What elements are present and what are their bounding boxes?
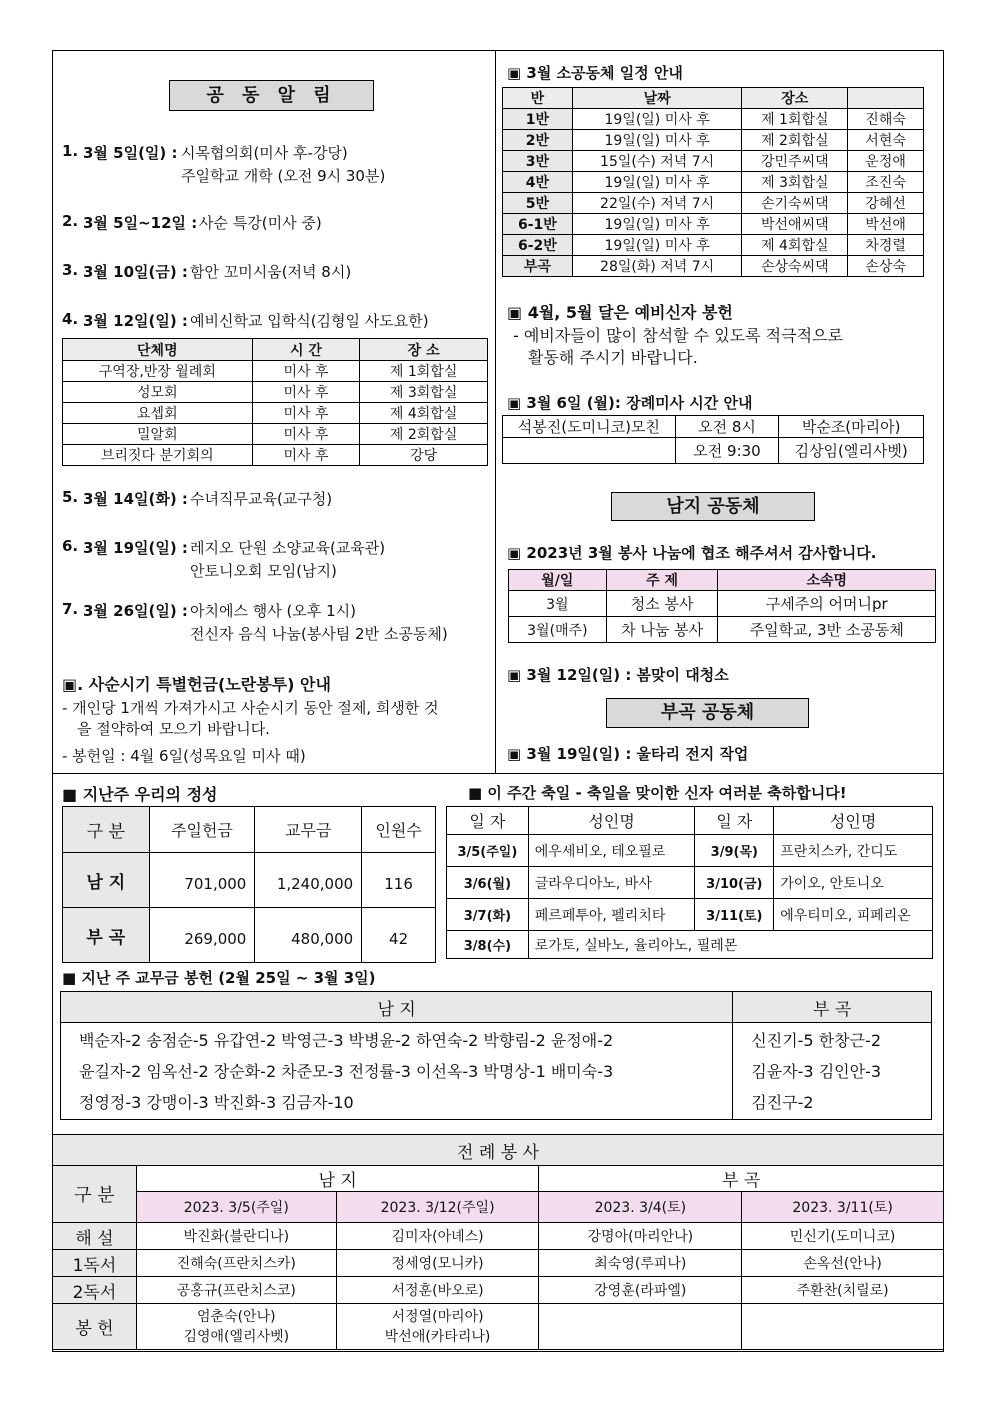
cell: 페르페투아, 펠리치타	[528, 899, 695, 931]
cell: 1반	[503, 109, 573, 130]
item-1-num: 1.	[62, 142, 79, 160]
cell: 제 4회합실	[742, 235, 848, 256]
item-2-line1: 사순 특강(미사 중)	[199, 214, 322, 232]
table-row	[503, 214, 924, 235]
item-6-line2: 안토니오회 모임(남지)	[190, 562, 337, 580]
table-row	[509, 617, 936, 643]
schedule-title: ▣ 3월 소공동체 일정 안내	[507, 64, 683, 82]
thanks-header-topic: 주 제	[606, 570, 718, 591]
notice-title: 공 동 알 림	[169, 80, 374, 111]
cell: 손옥선(안나)	[742, 1250, 944, 1277]
row-label: 1독서	[53, 1250, 137, 1277]
thanks-table	[508, 569, 936, 643]
cell: 5반	[503, 193, 573, 214]
dues-table	[60, 991, 932, 1120]
liturgy-date: 2023. 3/5(주일)	[136, 1192, 336, 1223]
item-5-line1: 수녀직무교육(교구청)	[190, 490, 333, 508]
dues-header-bugok: 부 곡	[733, 992, 932, 1023]
cell: 구역장,반장 월례회	[63, 361, 253, 382]
cell: 청소 봉사	[606, 591, 718, 617]
cell: 남 지	[63, 853, 150, 908]
cell: 22일(수) 저녁 7시	[572, 193, 742, 214]
lent-line3: - 봉헌일 : 4월 6일(성목요일 미사 때)	[62, 747, 306, 765]
cell: 15일(수) 저녁 7시	[572, 151, 742, 172]
offering-header-count: 인원수	[362, 807, 436, 853]
cell: 부곡	[503, 256, 573, 277]
cell	[742, 1304, 944, 1350]
item-4-num: 4.	[62, 310, 79, 328]
cell: 제 1회합실	[742, 109, 848, 130]
cell: 116	[362, 853, 436, 908]
section-divider	[52, 773, 944, 774]
cell: 제 1회합실	[360, 361, 488, 382]
table-row	[447, 899, 933, 931]
feast-header-date2: 일 자	[695, 807, 774, 835]
cell: 에우티미오, 피페리온	[774, 899, 933, 931]
item-3-num: 3.	[62, 261, 79, 279]
table-row	[503, 109, 924, 130]
cell: 제 2회합실	[742, 130, 848, 151]
dues-bugok-line: 신진기-5 한창근-2	[751, 1030, 882, 1050]
cell: 서현숙	[848, 130, 924, 151]
liturgy-date: 2023. 3/12(주일)	[336, 1192, 539, 1223]
cell: 269,000	[149, 908, 255, 963]
cell: 진해숙(프란치스카)	[136, 1250, 336, 1277]
cell: 강민주씨댁	[742, 151, 848, 172]
item-6-num: 6.	[62, 537, 79, 555]
cell	[539, 1304, 742, 1350]
item-3-date: 3월 10일(금) :	[83, 263, 188, 281]
table-row	[53, 1250, 944, 1277]
cell: 박선애씨댁	[742, 214, 848, 235]
cell: 운정애	[848, 151, 924, 172]
cell: 구세주의 어머니pr	[718, 591, 936, 617]
cell: 박순조(마리아)	[779, 416, 924, 438]
row-label: 해 설	[53, 1223, 137, 1250]
cell: 미사 후	[252, 382, 360, 403]
cell: 부 곡	[63, 908, 150, 963]
thanks-header-group: 소속명	[718, 570, 936, 591]
cell: 주일학교, 3반 소공동체	[718, 617, 936, 643]
funeral-title: ▣ 3월 6일 (월): 장례미사 시간 안내	[507, 394, 753, 412]
item-5-date: 3월 14일(화) :	[83, 490, 188, 508]
item-7-date: 3월 26일(일) :	[83, 602, 188, 620]
liturgy-bugok: 부 곡	[539, 1166, 944, 1192]
cell: 프란치스카, 간디도	[774, 835, 933, 867]
cell: 제 4회합실	[360, 403, 488, 424]
offer-name: 박선애(카타리나)	[384, 1328, 491, 1345]
cell: 최숙영(루피나)	[539, 1250, 742, 1277]
lent-line1: - 개인당 1개씩 가져가시고 사순시기 동안 절제, 희생한 것	[62, 699, 439, 717]
table-row	[447, 867, 933, 899]
cell: 강혜선	[848, 193, 924, 214]
offer-name: 김영애(엘리사벳)	[183, 1328, 290, 1345]
table-row	[503, 151, 924, 172]
cell: 19일(일) 미사 후	[572, 109, 742, 130]
item-6-line1: 레지오 단원 소양교육(교육관)	[190, 539, 386, 557]
cell: 로가토, 실바노, 율리아노, 필레몬	[528, 931, 932, 959]
cell: 진해숙	[848, 109, 924, 130]
cell: 701,000	[149, 853, 255, 908]
table-row	[503, 256, 924, 277]
column-divider	[495, 50, 496, 773]
thanks-title: ▣ 2023년 3월 봉사 나눔에 협조 해주셔서 감사합니다.	[507, 544, 877, 562]
cell: 글라우디아노, 바사	[528, 867, 695, 899]
item-4-date: 3월 12일(일) :	[83, 312, 188, 330]
cell: 3월	[509, 591, 607, 617]
cell: 강당	[360, 445, 488, 466]
cell: 김상임(엘리사벳)	[779, 438, 924, 464]
namji-community-title: 남지 공동체	[611, 492, 815, 521]
table-row	[53, 1304, 944, 1350]
cell: 3/11(토)	[695, 899, 774, 931]
offering-header-dues: 교무금	[255, 807, 362, 853]
cell: 19일(일) 미사 후	[572, 214, 742, 235]
row-label: 2독서	[53, 1277, 137, 1304]
fence-notice: ▣ 3월 19일(일) : 울타리 전지 작업	[507, 745, 749, 763]
cell: 손상숙	[848, 256, 924, 277]
dues-header-namji: 남 지	[61, 992, 733, 1023]
cell: 제 3회합실	[742, 172, 848, 193]
liturgy-date: 2023. 3/11(토)	[742, 1192, 944, 1223]
cell: 3/8(수)	[447, 931, 529, 959]
cell: 공홍규(프란치스코)	[136, 1277, 336, 1304]
dues-bugok-line: 김진구-2	[751, 1092, 814, 1112]
table-row	[447, 931, 933, 959]
lent-line2: 을 절약하여 모으기 바랍니다.	[77, 720, 270, 738]
dues-namji-line: 백순자-2 송점순-5 유갑연-2 박영근-3 박병윤-2 하연숙-2 박향림-2 윤정애-2	[79, 1030, 614, 1050]
cell: 에우세비오, 테오필로	[528, 835, 695, 867]
cell: 3/9(목)	[695, 835, 774, 867]
cell: 주환찬(치릴로)	[742, 1277, 944, 1304]
cell: 28일(화) 저녁 7시	[572, 256, 742, 277]
offer-name: 서정열(마리아)	[391, 1308, 484, 1325]
cell: 차경렬	[848, 235, 924, 256]
cell	[336, 1304, 539, 1350]
cell: 조진숙	[848, 172, 924, 193]
meeting-header-group: 단체명	[63, 339, 253, 361]
item-2-date: 3월 5일~12일 :	[83, 214, 198, 232]
cell: 미사 후	[252, 445, 360, 466]
table-row	[63, 403, 488, 424]
funeral-table	[502, 415, 924, 464]
cell: 제 2회합실	[360, 424, 488, 445]
table-row	[63, 445, 488, 466]
dues-title: ■ 지난 주 교무금 봉헌 (2월 25일 ~ 3월 3일)	[62, 969, 376, 987]
item-7-line2: 전신자 음식 나눔(봉사팀 2반 소공동체)	[190, 625, 448, 643]
cell	[136, 1304, 336, 1350]
table-row	[63, 853, 436, 908]
item-5-num: 5.	[62, 488, 79, 506]
cell: 성모회	[63, 382, 253, 403]
catechumen-title: ▣ 4월, 5월 달은 예비신자 봉헌	[507, 303, 733, 322]
table-row	[53, 1223, 944, 1250]
cell: 4반	[503, 172, 573, 193]
cell: 6-1반	[503, 214, 573, 235]
cell: 김미자(아녜스)	[336, 1223, 539, 1250]
cell: 3반	[503, 151, 573, 172]
meeting-header-time: 시 간	[252, 339, 360, 361]
schedule-header-date: 날짜	[572, 88, 742, 109]
cell: 미사 후	[252, 361, 360, 382]
cell: 3월(매주)	[509, 617, 607, 643]
cell: 6-2반	[503, 235, 573, 256]
cell: 가이오, 안토니오	[774, 867, 933, 899]
cell: 제 3회합실	[360, 382, 488, 403]
cell: 정세영(모니카)	[336, 1250, 539, 1277]
schedule-table	[502, 87, 924, 277]
schedule-header-place: 장소	[742, 88, 848, 109]
cell: 3/10(금)	[695, 867, 774, 899]
liturgy-namji: 남 지	[136, 1166, 539, 1192]
cell	[503, 438, 676, 464]
cleanup-notice: ▣ 3월 12일(일) : 봄맞이 대청소	[507, 666, 729, 684]
offering-header-sunday: 주일헌금	[149, 807, 255, 853]
item-2-num: 2.	[62, 212, 79, 230]
catechumen-line2: 활동해 주시기 바랍니다.	[528, 348, 698, 367]
cell: 오전 9:30	[675, 438, 779, 464]
dues-namji-list	[61, 1023, 733, 1120]
meeting-header-place: 장 소	[360, 339, 488, 361]
offering-table	[62, 806, 436, 963]
cell: 손상숙씨댁	[742, 256, 848, 277]
item-1-line2: 주일학교 개학 (오전 9시 30분)	[181, 167, 386, 185]
row-label: 봉 헌	[53, 1304, 137, 1350]
cell: 미사 후	[252, 424, 360, 445]
cell: 민신기(도미니코)	[742, 1223, 944, 1250]
dues-bugok-line: 김윤자-3 김인안-3	[751, 1061, 882, 1081]
table-row	[503, 130, 924, 151]
item-6-date: 3월 19일(일) :	[83, 539, 188, 557]
cell: 19일(일) 미사 후	[572, 130, 742, 151]
cell: 요셉회	[63, 403, 253, 424]
cell: 서정훈(바오로)	[336, 1277, 539, 1304]
cell: 480,000	[255, 908, 362, 963]
feast-title: ■ 이 주간 축일 - 축일을 맞이한 신자 여러분 축하합니다!	[468, 784, 847, 802]
cell: 강명아(마리안나)	[539, 1223, 742, 1250]
dues-namji-line: 정영정-3 강맹이-3 박진화-3 김금자-10	[79, 1092, 354, 1112]
catechumen-line1: - 예비자들이 많이 참석할 수 있도록 적극적으로	[513, 326, 843, 345]
table-row	[63, 424, 488, 445]
cell: 42	[362, 908, 436, 963]
cell: 3/7(화)	[447, 899, 529, 931]
cell: 2반	[503, 130, 573, 151]
table-row	[503, 193, 924, 214]
cell: 브리짓다 분기회의	[63, 445, 253, 466]
table-row	[53, 1277, 944, 1304]
cell: 19일(일) 미사 후	[572, 172, 742, 193]
table-row	[509, 591, 936, 617]
cell: 3/5(주일)	[447, 835, 529, 867]
feast-header-date: 일 자	[447, 807, 529, 835]
schedule-header-leader	[848, 88, 924, 109]
cell: 3/6(월)	[447, 867, 529, 899]
feast-table	[446, 806, 933, 959]
item-1-line1: 시목협의회(미사 후-강당)	[181, 144, 348, 162]
lent-title: ▣. 사순시기 특별헌금(노란봉투) 안내	[62, 675, 331, 694]
liturgy-title: 전 례 봉 사	[53, 1135, 944, 1166]
cell: 차 나눔 봉사	[606, 617, 718, 643]
cell: 손기숙씨댁	[742, 193, 848, 214]
schedule-header-group: 반	[503, 88, 573, 109]
thanks-header-date: 월/일	[509, 570, 607, 591]
liturgy-date: 2023. 3/4(토)	[539, 1192, 742, 1223]
table-row	[503, 172, 924, 193]
item-7-num: 7.	[62, 600, 79, 618]
table-row	[447, 835, 933, 867]
dues-bugok-list	[733, 1023, 932, 1120]
table-row	[63, 382, 488, 403]
feast-header-saint2: 성인명	[774, 807, 933, 835]
cell: 석봉진(도미니코)모친	[503, 416, 676, 438]
item-7-line1: 아치에스 행사 (오후 1시)	[190, 602, 356, 620]
cell: 박진화(블란디나)	[136, 1223, 336, 1250]
table-row	[503, 416, 924, 438]
bugok-community-title: 부곡 공동체	[606, 698, 809, 728]
table-row	[63, 908, 436, 963]
offering-title: ■ 지난주 우리의 정성	[62, 785, 218, 804]
table-row	[63, 361, 488, 382]
table-row	[503, 235, 924, 256]
cell: 1,240,000	[255, 853, 362, 908]
cell: 박선애	[848, 214, 924, 235]
dues-namji-line: 윤길자-2 임옥선-2 장순화-2 차준모-3 전정률-3 이선옥-3 박명상-1 배미숙-3	[79, 1061, 614, 1081]
cell: 오전 8시	[675, 416, 779, 438]
item-1-date: 3월 5일(일) :	[83, 144, 178, 162]
table-row	[503, 438, 924, 464]
offer-name: 엄춘숙(안나)	[197, 1308, 276, 1325]
item-3-line1: 함안 꼬미시움(저녁 8시)	[190, 263, 352, 281]
item-4-line1: 예비신학교 입학식(김형일 사도요한)	[190, 312, 429, 330]
cell: 19일(일) 미사 후	[572, 235, 742, 256]
cell: 미사 후	[252, 403, 360, 424]
feast-header-saint: 성인명	[528, 807, 695, 835]
offering-header-gubun: 구 분	[63, 807, 150, 853]
liturgy-gubun: 구 분	[53, 1166, 137, 1223]
meeting-table	[62, 338, 488, 466]
cell: 강영훈(라파엘)	[539, 1277, 742, 1304]
cell: 밀알회	[63, 424, 253, 445]
liturgy-table	[52, 1134, 944, 1350]
